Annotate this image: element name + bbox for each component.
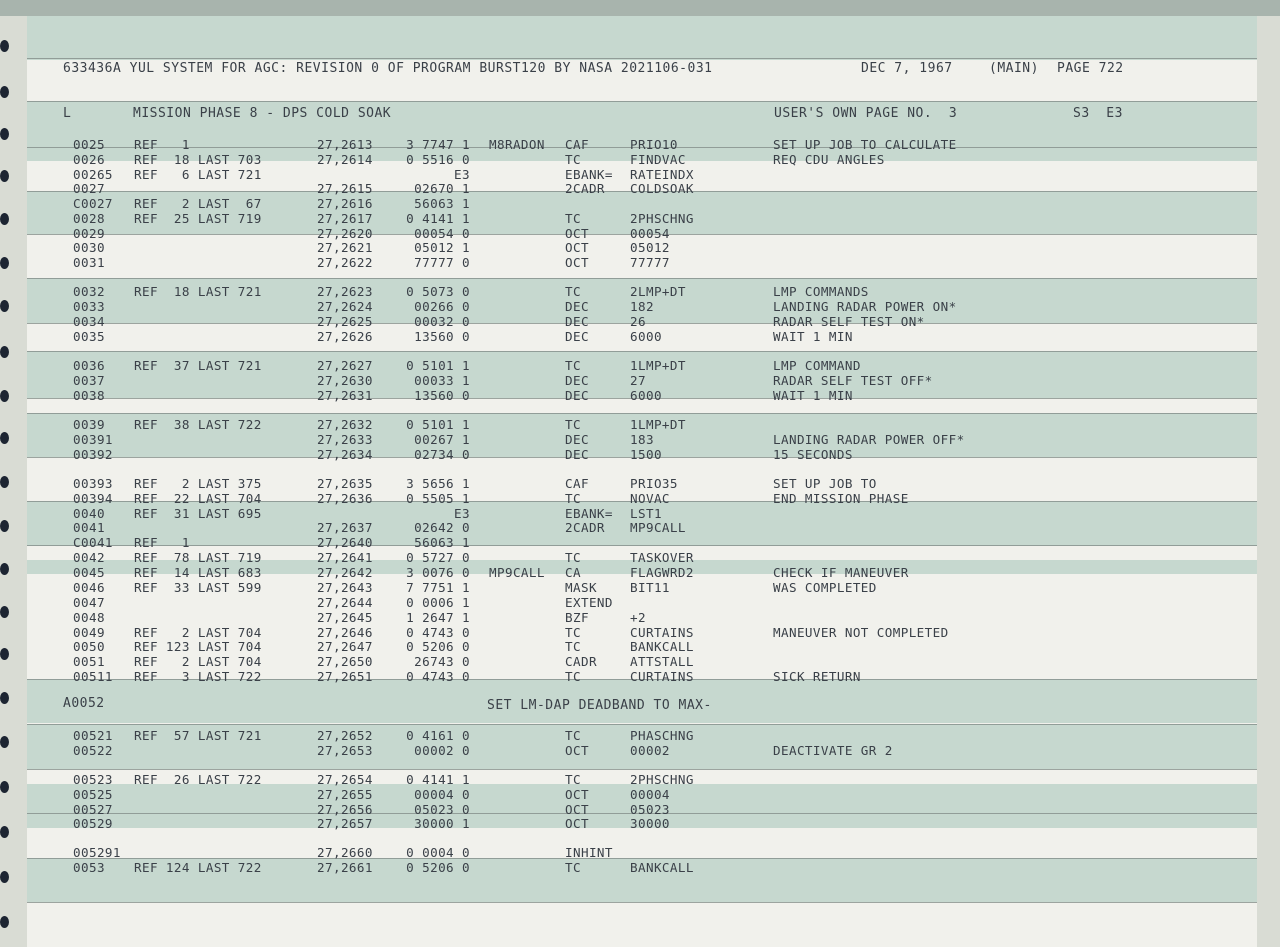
row-word: 0 4743 0 — [406, 669, 470, 684]
row-comment: SET UP JOB TO CALCULATE — [773, 137, 957, 152]
row-rule — [27, 858, 1257, 859]
row-ref: REF 57 LAST 721 — [134, 728, 262, 743]
feed-hole — [0, 826, 9, 838]
print-date: DEC 7, 1967 — [861, 61, 953, 76]
row-seq: 0027 — [73, 181, 105, 196]
feed-hole — [0, 346, 9, 358]
row-ref: REF 1 — [134, 535, 190, 550]
feed-hole — [0, 432, 9, 444]
row-op: INHINT — [565, 845, 613, 860]
row-seq: 0050 — [73, 639, 105, 654]
row-ref: REF 124 LAST 722 — [134, 860, 262, 875]
row-seq: 0036 — [73, 358, 105, 373]
feed-hole — [0, 606, 9, 618]
row-operand: 05012 — [630, 240, 670, 255]
row-op: TC — [565, 550, 581, 565]
row-addr: 27,2630 — [317, 373, 373, 388]
row-addr: 27,2654 — [317, 772, 373, 787]
row-addr: 27,2635 — [317, 476, 373, 491]
row-word: 0 5101 1 — [406, 358, 470, 373]
row-op: EBANK= — [565, 506, 613, 521]
row-operand: BANKCALL — [630, 860, 694, 875]
feed-hole — [0, 476, 9, 488]
row-addr: 27,2643 — [317, 580, 373, 595]
row-operand: BANKCALL — [630, 639, 694, 654]
row-comment: LMP COMMANDS — [773, 284, 869, 299]
row-op: OCT — [565, 255, 589, 270]
row-op: DEC — [565, 432, 589, 447]
row-ref: REF 2 LAST 704 — [134, 654, 262, 669]
row-seq: 0040 — [73, 506, 105, 521]
row-addr: 27,2631 — [317, 388, 373, 403]
row-comment: RADAR SELF TEST ON* — [773, 314, 925, 329]
row-op: DEC — [565, 329, 589, 344]
row-op: TC — [565, 491, 581, 506]
row-ref: REF 18 LAST 721 — [134, 284, 262, 299]
row-operand: 2PHSCHNG — [630, 772, 694, 787]
row-seq: 0030 — [73, 240, 105, 255]
row-rule — [27, 724, 1257, 725]
row-op: OCT — [565, 802, 589, 817]
row-word: 00004 0 — [414, 787, 470, 802]
section-sequence: A0052 — [63, 696, 105, 711]
row-rule — [27, 278, 1257, 279]
row-operand: PRIO10 — [630, 137, 678, 152]
row-addr: 27,2652 — [317, 728, 373, 743]
row-addr: 27,2642 — [317, 565, 373, 580]
row-ref: REF 2 LAST 704 — [134, 625, 262, 640]
row-label: MP9CALL — [489, 565, 545, 580]
row-addr: 27,2614 — [317, 152, 373, 167]
row-operand: 26 — [630, 314, 646, 329]
row-word: 0 5206 0 — [406, 639, 470, 654]
row-op: CAF — [565, 476, 589, 491]
row-operand: NOVAC — [630, 491, 670, 506]
section-title: SET LM-DAP DEADBAND TO MAX- — [487, 698, 712, 713]
row-word: 05023 0 — [414, 802, 470, 817]
row-addr: 27,2656 — [317, 802, 373, 817]
row-seq: 0042 — [73, 550, 105, 565]
row-op: OCT — [565, 743, 589, 758]
row-operand: MP9CALL — [630, 520, 686, 535]
row-operand: BIT11 — [630, 580, 670, 595]
program-title: 633436A YUL SYSTEM FOR AGC: REVISION 0 OF PROGRAM BURST120 BY NASA 2021106-031 — [63, 61, 713, 76]
row-addr: 27,2657 — [317, 816, 373, 831]
row-operand: 2PHSCHNG — [630, 211, 694, 226]
row-seq: 00511 — [73, 669, 113, 684]
row-operand: 00004 — [630, 787, 670, 802]
row-op: DEC — [565, 447, 589, 462]
row-addr: 27,2633 — [317, 432, 373, 447]
row-rule — [27, 101, 1257, 102]
row-word: 13560 0 — [414, 329, 470, 344]
row-op: OCT — [565, 240, 589, 255]
row-op: TC — [565, 669, 581, 684]
row-comment: 15 SECONDS — [773, 447, 853, 462]
row-seq: 00523 — [73, 772, 113, 787]
feed-hole — [0, 648, 9, 660]
row-comment: RADAR SELF TEST OFF* — [773, 373, 933, 388]
row-seq: 00522 — [73, 743, 113, 758]
row-addr: 27,2634 — [317, 447, 373, 462]
row-addr: 27,2644 — [317, 595, 373, 610]
row-comment: LANDING RADAR POWER OFF* — [773, 432, 965, 447]
row-operand: 30000 — [630, 816, 670, 831]
feed-hole — [0, 563, 9, 575]
row-seq: 0033 — [73, 299, 105, 314]
row-word: 00033 1 — [414, 373, 470, 388]
row-addr: 27,2655 — [317, 787, 373, 802]
feed-hole — [0, 736, 9, 748]
row-word: 00267 1 — [414, 432, 470, 447]
row-op: TC — [565, 284, 581, 299]
row-word: 30000 1 — [414, 816, 470, 831]
users-page-number: USER'S OWN PAGE NO. 3 — [774, 106, 958, 121]
row-op: TC — [565, 625, 581, 640]
row-operand: 27 — [630, 373, 646, 388]
row-ref: REF 14 LAST 683 — [134, 565, 262, 580]
row-seq: 0048 — [73, 610, 105, 625]
row-ref: REF 37 LAST 721 — [134, 358, 262, 373]
row-comment: LMP COMMAND — [773, 358, 861, 373]
page-number: PAGE 722 — [1057, 61, 1124, 76]
row-addr: 27,2660 — [317, 845, 373, 860]
listing-code: S3 E3 — [1073, 106, 1123, 121]
row-seq: 00265 — [73, 167, 113, 182]
row-seq: 0046 — [73, 580, 105, 595]
row-operand: 1LMP+DT — [630, 358, 686, 373]
feed-hole — [0, 170, 9, 182]
row-word: 3 0076 0 — [406, 565, 470, 580]
row-seq: 0041 — [73, 520, 105, 535]
row-word: 0 0004 0 — [406, 845, 470, 860]
row-operand: PRIO35 — [630, 476, 678, 491]
row-seq: 00392 — [73, 447, 113, 462]
row-seq: 0045 — [73, 565, 105, 580]
row-op: DEC — [565, 373, 589, 388]
row-comment: LANDING RADAR POWER ON* — [773, 299, 957, 314]
row-ref: REF 31 LAST 695 — [134, 506, 262, 521]
row-word: 13560 0 — [414, 388, 470, 403]
feed-hole — [0, 781, 9, 793]
row-word: E3 — [454, 167, 470, 182]
row-addr: 27,2626 — [317, 329, 373, 344]
row-seq: 0025 — [73, 137, 105, 152]
row-ref: REF 22 LAST 704 — [134, 491, 262, 506]
row-word: 02670 1 — [414, 181, 470, 196]
section-name: (MAIN) — [989, 61, 1039, 76]
row-seq: 00521 — [73, 728, 113, 743]
row-word: 56063 1 — [414, 535, 470, 550]
row-seq: 0032 — [73, 284, 105, 299]
row-seq: 0028 — [73, 211, 105, 226]
row-operand: TASKOVER — [630, 550, 694, 565]
listing-marker: L — [63, 106, 72, 121]
row-addr: 27,2641 — [317, 550, 373, 565]
row-op: TC — [565, 152, 581, 167]
row-seq: 0049 — [73, 625, 105, 640]
row-seq: 0038 — [73, 388, 105, 403]
row-word: 0 5073 0 — [406, 284, 470, 299]
row-addr: 27,2623 — [317, 284, 373, 299]
feed-hole — [0, 692, 9, 704]
row-addr: 27,2645 — [317, 610, 373, 625]
row-seq: 0047 — [73, 595, 105, 610]
row-operand: FLAGWRD2 — [630, 565, 694, 580]
row-rule — [27, 58, 1257, 59]
row-word: 0 4743 0 — [406, 625, 470, 640]
row-operand: CURTAINS — [630, 669, 694, 684]
row-seq: 0031 — [73, 255, 105, 270]
row-rule — [27, 769, 1257, 770]
row-word: 00266 0 — [414, 299, 470, 314]
row-seq: 0053 — [73, 860, 105, 875]
row-word: 0 0006 1 — [406, 595, 470, 610]
row-op: TC — [565, 211, 581, 226]
row-word: E3 — [454, 506, 470, 521]
row-op: TC — [565, 860, 581, 875]
row-addr: 27,2615 — [317, 181, 373, 196]
row-operand: ATTSTALL — [630, 654, 694, 669]
row-seq: 00529 — [73, 816, 113, 831]
row-ref: REF 2 LAST 67 — [134, 196, 262, 211]
row-seq: 0037 — [73, 373, 105, 388]
row-word: 3 5656 1 — [406, 476, 470, 491]
row-operand: 183 — [630, 432, 654, 447]
row-op: MASK — [565, 580, 597, 595]
row-word: 56063 1 — [414, 196, 470, 211]
row-operand: 6000 — [630, 329, 662, 344]
row-seq: 00527 — [73, 802, 113, 817]
row-addr: 27,2625 — [317, 314, 373, 329]
row-addr: 27,2636 — [317, 491, 373, 506]
row-comment: END MISSION PHASE — [773, 491, 909, 506]
row-op: CAF — [565, 137, 589, 152]
row-comment: WAIT 1 MIN — [773, 388, 853, 403]
row-op: DEC — [565, 314, 589, 329]
row-word: 02642 0 — [414, 520, 470, 535]
row-word: 00054 0 — [414, 226, 470, 241]
row-op: DEC — [565, 299, 589, 314]
feed-hole — [0, 40, 9, 52]
row-comment: WAIT 1 MIN — [773, 329, 853, 344]
row-ref: REF 123 LAST 704 — [134, 639, 262, 654]
row-operand: 1LMP+DT — [630, 417, 686, 432]
row-ref: REF 33 LAST 599 — [134, 580, 262, 595]
row-ref: REF 6 LAST 721 — [134, 167, 262, 182]
row-operand: CURTAINS — [630, 625, 694, 640]
row-addr: 27,2622 — [317, 255, 373, 270]
row-op: 2CADR — [565, 181, 605, 196]
row-operand: 05023 — [630, 802, 670, 817]
row-ref: REF 78 LAST 719 — [134, 550, 262, 565]
row-word: 0 5727 0 — [406, 550, 470, 565]
feed-hole — [0, 916, 9, 928]
row-word: 02734 0 — [414, 447, 470, 462]
row-comment: REQ CDU ANGLES — [773, 152, 885, 167]
row-op: CADR — [565, 654, 597, 669]
feed-hole — [0, 213, 9, 225]
row-operand: FINDVAC — [630, 152, 686, 167]
row-seq: 0035 — [73, 329, 105, 344]
feed-hole — [0, 520, 9, 532]
row-seq: 0051 — [73, 654, 105, 669]
row-word: 0 5206 0 — [406, 860, 470, 875]
row-addr: 27,2616 — [317, 196, 373, 211]
row-addr: 27,2637 — [317, 520, 373, 535]
row-op: TC — [565, 358, 581, 373]
row-rule — [27, 902, 1257, 903]
row-op: DEC — [565, 388, 589, 403]
row-seq: 00391 — [73, 432, 113, 447]
row-word: 00032 0 — [414, 314, 470, 329]
row-word: 77777 0 — [414, 255, 470, 270]
row-addr: 27,2632 — [317, 417, 373, 432]
row-seq: C0041 — [73, 535, 113, 550]
row-word: 0 4141 1 — [406, 211, 470, 226]
row-operand: RATEINDX — [630, 167, 694, 182]
row-op: BZF — [565, 610, 589, 625]
row-ref: REF 25 LAST 719 — [134, 211, 262, 226]
row-ref: REF 26 LAST 722 — [134, 772, 262, 787]
row-operand: LST1 — [630, 506, 662, 521]
row-word: 05012 1 — [414, 240, 470, 255]
row-addr: 27,2650 — [317, 654, 373, 669]
row-ref: REF 38 LAST 722 — [134, 417, 262, 432]
row-seq: 00394 — [73, 491, 113, 506]
row-op: TC — [565, 639, 581, 654]
row-comment: SET UP JOB TO — [773, 476, 877, 491]
row-operand: 2LMP+DT — [630, 284, 686, 299]
row-op: OCT — [565, 816, 589, 831]
row-seq: C0027 — [73, 196, 113, 211]
row-operand: 182 — [630, 299, 654, 314]
row-rule — [27, 351, 1257, 352]
row-addr: 27,2627 — [317, 358, 373, 373]
row-operand: 6000 — [630, 388, 662, 403]
row-addr: 27,2661 — [317, 860, 373, 875]
row-comment: SICK RETURN — [773, 669, 861, 684]
row-word: 0 4141 1 — [406, 772, 470, 787]
mission-phase-title: MISSION PHASE 8 - DPS COLD SOAK — [133, 106, 392, 121]
row-op: 2CADR — [565, 520, 605, 535]
row-ref: REF 18 LAST 703 — [134, 152, 262, 167]
row-operand: 00054 — [630, 226, 670, 241]
row-seq: 0026 — [73, 152, 105, 167]
feed-hole — [0, 257, 9, 269]
row-op: EXTEND — [565, 595, 613, 610]
row-word: 26743 0 — [414, 654, 470, 669]
row-word: 0 4161 0 — [406, 728, 470, 743]
row-addr: 27,2647 — [317, 639, 373, 654]
row-operand: 00002 — [630, 743, 670, 758]
feed-hole — [0, 390, 9, 402]
row-addr: 27,2613 — [317, 137, 373, 152]
row-comment: CHECK IF MANEUVER — [773, 565, 909, 580]
row-seq: 0029 — [73, 226, 105, 241]
row-comment: DEACTIVATE GR 2 — [773, 743, 893, 758]
row-addr: 27,2621 — [317, 240, 373, 255]
feed-hole — [0, 86, 9, 98]
row-seq: 0034 — [73, 314, 105, 329]
row-seq: 005291 — [73, 845, 121, 860]
row-comment: WAS COMPLETED — [773, 580, 877, 595]
row-addr: 27,2653 — [317, 743, 373, 758]
feed-hole — [0, 871, 9, 883]
row-addr: 27,2624 — [317, 299, 373, 314]
row-addr: 27,2640 — [317, 535, 373, 550]
row-word: 1 2647 1 — [406, 610, 470, 625]
row-op: EBANK= — [565, 167, 613, 182]
feed-hole — [0, 128, 9, 140]
feed-hole — [0, 300, 9, 312]
row-rule — [27, 413, 1257, 414]
row-word: 0 5101 1 — [406, 417, 470, 432]
row-seq: 0039 — [73, 417, 105, 432]
row-ref: REF 3 LAST 722 — [134, 669, 262, 684]
row-addr: 27,2620 — [317, 226, 373, 241]
row-addr: 27,2651 — [317, 669, 373, 684]
row-operand: COLDSOAK — [630, 181, 694, 196]
row-op: OCT — [565, 787, 589, 802]
row-op: TC — [565, 772, 581, 787]
row-word: 0 5505 1 — [406, 491, 470, 506]
row-op: CA — [565, 565, 581, 580]
row-seq: 00393 — [73, 476, 113, 491]
row-comment: MANEUVER NOT COMPLETED — [773, 625, 949, 640]
row-operand: PHASCHNG — [630, 728, 694, 743]
row-word: 3 7747 1 — [406, 137, 470, 152]
row-word: 00002 0 — [414, 743, 470, 758]
row-rule — [27, 545, 1257, 546]
row-operand: 77777 — [630, 255, 670, 270]
row-addr: 27,2646 — [317, 625, 373, 640]
greenbar-band — [27, 16, 1257, 60]
row-word: 0 5516 0 — [406, 152, 470, 167]
row-op: TC — [565, 728, 581, 743]
row-addr: 27,2617 — [317, 211, 373, 226]
row-op: OCT — [565, 226, 589, 241]
row-seq: 00525 — [73, 787, 113, 802]
top-paper-edge — [0, 0, 1280, 16]
row-operand: 1500 — [630, 447, 662, 462]
row-word: 7 7751 1 — [406, 580, 470, 595]
row-label: M8RADON — [489, 137, 545, 152]
row-ref: REF 1 — [134, 137, 190, 152]
row-op: TC — [565, 417, 581, 432]
row-ref: REF 2 LAST 375 — [134, 476, 262, 491]
row-operand: +2 — [630, 610, 646, 625]
